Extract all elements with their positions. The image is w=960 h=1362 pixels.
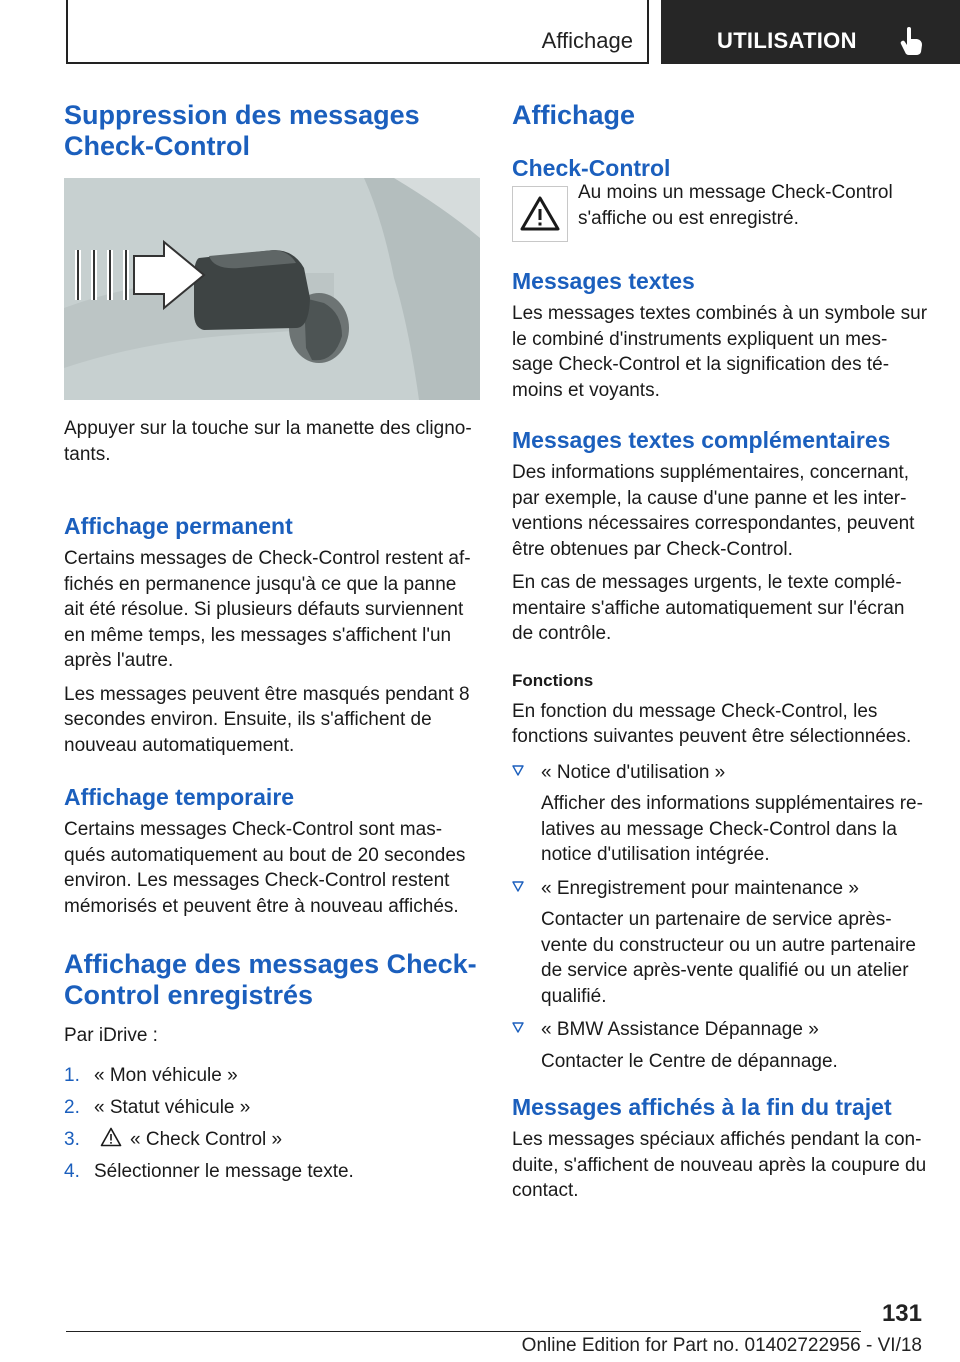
- paragraph-complementaires-2: En cas de messages urgents, le texte complé-mentaire s'affiche automatiquement sur l'écran de contrôle.: [512, 572, 905, 644]
- check-control-warning-row: [512, 182, 928, 246]
- list-item: [512, 876, 928, 1010]
- warning-triangle-icon: [100, 1127, 122, 1147]
- list-item: [64, 1127, 480, 1153]
- list-item: [64, 1095, 480, 1121]
- heading-messages-textes: Messages textes: [512, 268, 695, 294]
- function-title: « Enregistrement pour maintenance »: [541, 877, 859, 899]
- header-frame: [66, 0, 649, 64]
- header-section-title: Affichage: [541, 28, 633, 53]
- list-item: [512, 760, 928, 868]
- left-column: [64, 100, 480, 1191]
- pointing-hand-icon: [897, 26, 925, 56]
- section-title-suppression: Suppression des messages Check-Control: [64, 100, 420, 161]
- turn-signal-stalk-button-illustration: [64, 178, 480, 400]
- step-text: « Mon véhicule »: [94, 1064, 238, 1086]
- stalk-illustration-svg: [64, 178, 480, 400]
- bullet-triangle-icon: [512, 765, 524, 777]
- section-title-affichage: Affichage: [512, 100, 636, 130]
- step-text: « Statut véhicule »: [94, 1096, 251, 1118]
- chapter-tab[interactable]: [661, 0, 960, 64]
- bullet-triangle-icon: [512, 881, 524, 893]
- heading-check-control: Check-Control: [512, 155, 671, 181]
- function-description: Afficher des informations supplémentaires re-latives au message Check-Control dans la notice d'utilisation intégrée.: [541, 793, 923, 865]
- paragraph-permanent-1: Certains messages de Check-Control restent af-fichés en permanence jusqu'à ce que la panne ait été résolue. Si plusieurs défauts surviennent en même temps, les messages s'affichent l'un après l'autre.: [64, 548, 471, 671]
- warning-triangle-icon: [513, 187, 567, 241]
- heading-messages-complementaires: Messages textes complémentaires: [512, 427, 891, 453]
- function-description: Contacter un partenaire de service après-vente du constructeur ou un autre partenaire de service après-vente qualifié ou un atelier qualifié.: [541, 909, 916, 1007]
- page-number: 131: [881, 1300, 922, 1327]
- footer-divider: [66, 1331, 861, 1332]
- right-column: [512, 100, 928, 1204]
- paragraph-fin-trajet: Les messages spéciaux affichés pendant la con-duite, s'affichent de nouveau après la coupure du contact.: [512, 1129, 927, 1201]
- list-item: [64, 1159, 480, 1185]
- step-text: « Check Control »: [130, 1128, 283, 1150]
- heading-fonctions: Fonctions: [512, 670, 594, 690]
- steps-list: [64, 1063, 480, 1185]
- footer-edition: Online Edition for Part no. 01402722956 - VI/18: [521, 1335, 922, 1356]
- heading-messages-fin-trajet: Messages affichés à la fin du trajet: [512, 1094, 892, 1120]
- warning-icon-box: [512, 186, 568, 242]
- heading-affichage-permanent: Affichage permanent: [64, 513, 293, 539]
- paragraph-fonctions: En fonction du message Check-Control, les fonctions suivantes peuvent être sélectionnées.: [512, 700, 912, 747]
- step-number: 4.: [64, 1160, 80, 1182]
- bullet-triangle-icon: [512, 1022, 524, 1034]
- paragraph-complementaires-1: Des informations supplémentaires, concernant, par exemple, la cause d'une panne et les inter-ventions nécessaires correspondantes, peuvent être obtenues par Check-Control.: [512, 462, 915, 560]
- list-item: [64, 1063, 480, 1089]
- step-number: 3.: [64, 1128, 80, 1150]
- heading-affichage-temporaire: Affichage temporaire: [64, 784, 295, 810]
- section-title-stored-messages: Affichage des messages Check-Control enregistrés: [64, 949, 477, 1010]
- step-number: 1.: [64, 1064, 80, 1086]
- paragraph-permanent-2: Les messages peuvent être masqués pendant 8 secondes environ. Ensuite, ils s'affichent de nouveau automatiquement.: [64, 683, 470, 756]
- paragraph-temporaire-1: Certains messages Check-Control sont mas-qués automatiquement au bout de 20 secondes environ. Les messages Check-Control restent mémorisés et peuvent être à nouveau affichés.: [64, 819, 466, 917]
- list-item: [512, 1017, 928, 1074]
- step-number: 2.: [64, 1096, 80, 1118]
- function-title: « Notice d'utilisation »: [541, 761, 726, 783]
- paragraph-messages-textes: Les messages textes combinés à un symbole sur le combiné d'instruments expliquent un mes-sage Check-Control et la signification des té-moins et voyants.: [512, 303, 928, 401]
- illustration-caption: Appuyer sur la touche sur la manette des cligno-tants.: [64, 418, 472, 465]
- functions-list: [512, 760, 928, 1075]
- function-description: Contacter le Centre de dépannage.: [541, 1050, 838, 1072]
- step-text: Sélectionner le message texte.: [94, 1160, 354, 1182]
- check-control-description: Au moins un message Check-Control s'affiche ou est enregistré.: [578, 182, 893, 229]
- function-title: « BMW Assistance Dépannage »: [541, 1019, 819, 1040]
- paragraph-idrive: Par iDrive :: [64, 1025, 158, 1046]
- chapter-tab-label: UTILISATION: [717, 28, 857, 53]
